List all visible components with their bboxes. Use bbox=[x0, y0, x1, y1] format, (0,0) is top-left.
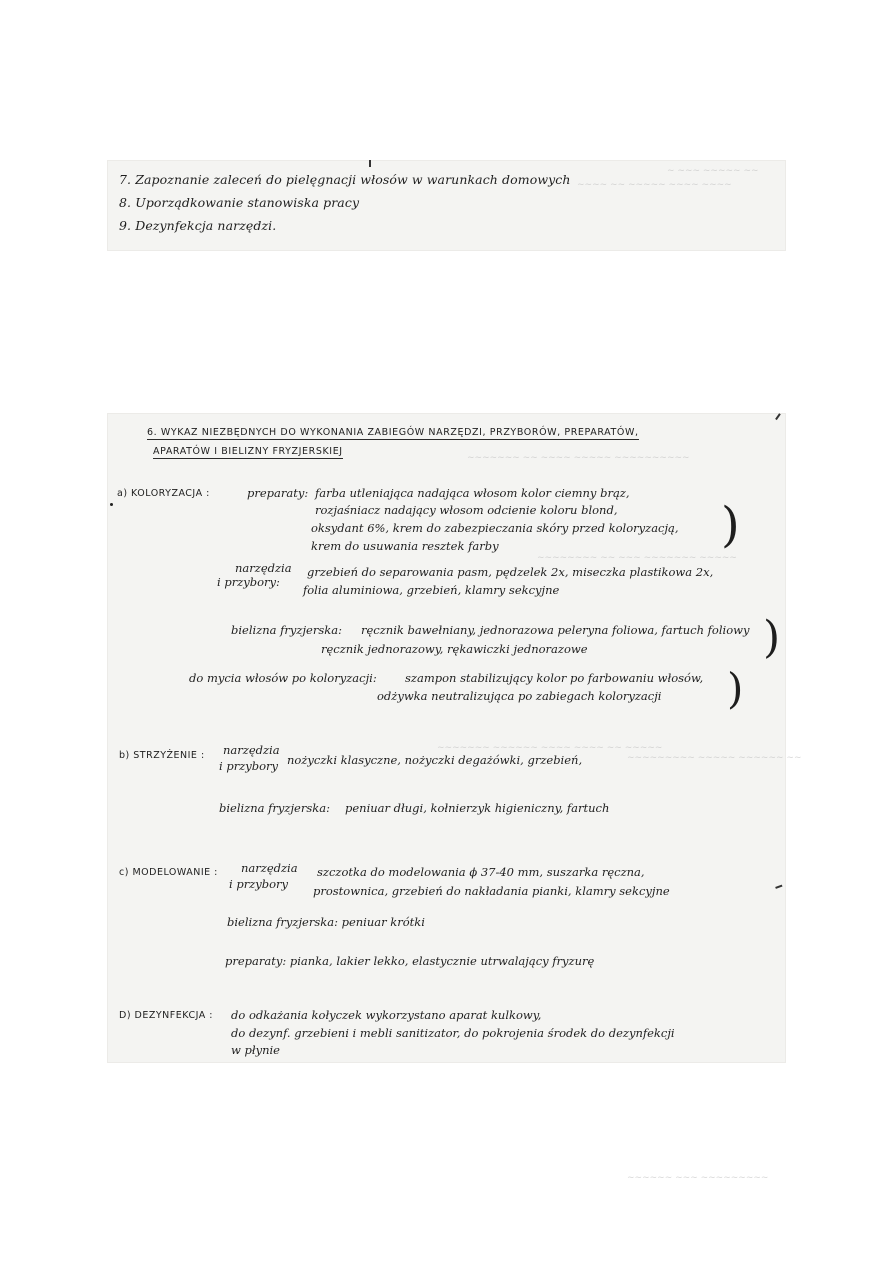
pen-mark bbox=[775, 413, 780, 420]
list-item-9: 9. Dezynfekcja narzędzi. bbox=[119, 218, 277, 233]
margin-dot bbox=[110, 503, 113, 506]
preparaty-line: oksydant 6%, krem do zabezpieczania skóry przed koloryzacją, bbox=[311, 521, 679, 535]
closing-paren: ) bbox=[763, 612, 781, 663]
bielizna-line: ręcznik bawełniany, jednorazowa peleryna foliowa, fartuch foliowy bbox=[361, 623, 750, 637]
narzedzia-line: szczotka do modelowania ϕ 37-40 mm, suszarka ręczna, bbox=[317, 865, 645, 879]
preparaty-label: preparaty: bbox=[247, 486, 309, 500]
narzedzia-line: grzebień do separowania pasm, pędzelek 2x, miseczka plastikowa 2x, bbox=[307, 565, 714, 579]
mycie-line: odżywka neutralizująca po zabiegach koloryzacji bbox=[377, 689, 662, 703]
bleed-through-text: ~~~~~~~ ~~~~~~ ~~~~ ~~~~ ~~ ~~~~~ bbox=[437, 743, 663, 753]
bleed-through-text: ~~~~~~ ~~~ ~~~~~~~~~ bbox=[627, 1173, 769, 1183]
section-a-label: a) KOLORYZACJA : bbox=[117, 488, 210, 499]
preparaty-line: krem do usuwania resztek farby bbox=[311, 539, 499, 553]
list-item-7: 7. Zapoznanie zaleceń do pielęgnacji włosów w warunkach domowych bbox=[119, 172, 571, 187]
list-item-8: 8. Uporządkowanie stanowiska pracy bbox=[119, 195, 360, 210]
section-heading-cont bbox=[153, 446, 343, 457]
bielizna-label: bielizna fryzjerska: bbox=[219, 801, 330, 815]
narzedzia-line: nożyczki klasyczne, nożyczki degażówki, grzebień, bbox=[287, 753, 583, 767]
heading-line-2: APARATÓW I BIELIZNY FRYZJERSKIEJ bbox=[153, 446, 343, 457]
section-c-label: c) MODELOWANIE : bbox=[119, 867, 218, 878]
bleed-through-text: ~ ~~~ ~~~~~ ~~ bbox=[667, 166, 759, 176]
dezynfekcja-line: do odkażania kołyczek wykorzystano aparat kulkowy, bbox=[231, 1008, 542, 1022]
bleed-through-text: ~~~~~~~ ~~ ~~~~ ~~~~~ ~~~~~~~~~~ bbox=[467, 453, 690, 463]
section-b-label: b) STRZYŻENIE : bbox=[119, 750, 205, 761]
mycie-line: szampon stabilizujący kolor po farbowaniu włosów, bbox=[405, 671, 704, 685]
bleed-through-text: ~~~~~~~~~ ~~~~~ ~~~~~~ ~~ bbox=[627, 753, 802, 763]
bielizna-line: ręcznik jednorazowy, rękawiczki jednorazowe bbox=[321, 642, 588, 656]
mycie-label: do mycia włosów po koloryzacji: bbox=[189, 671, 377, 685]
narzedzia-line: prostownica, grzebień do nakładania pianki, klamry sekcyjne bbox=[313, 884, 670, 898]
przybory-label: i przybory: bbox=[217, 575, 280, 589]
section-d-label: D) DEZYNFEKCJA : bbox=[119, 1010, 213, 1021]
narzedzia-label: narzędzia bbox=[223, 743, 280, 757]
narzedzia-line: folia aluminiowa, grzebień, klamry sekcyjne bbox=[303, 583, 560, 597]
section-heading bbox=[147, 427, 639, 438]
scan-fragment-main bbox=[107, 413, 802, 1183]
przybory-label: i przybory bbox=[219, 759, 279, 773]
closing-paren: ) bbox=[721, 497, 740, 553]
bielizna-label: bielizna fryzjerska: bbox=[231, 623, 342, 637]
pen-mark bbox=[369, 160, 371, 167]
bleed-through-text: ~~~~~~~~ ~~ ~~~ ~~~~~~~ ~~~~~ bbox=[537, 553, 737, 563]
pen-mark bbox=[775, 885, 782, 889]
bleed-through-text: ~~~~ ~~ ~~~~~ ~~~~ ~~~~ bbox=[577, 180, 732, 190]
dezynfekcja-line: w płynie bbox=[231, 1043, 280, 1057]
preparaty-line: farba utleniająca nadająca włosom kolor ciemny brąz, bbox=[315, 486, 630, 500]
narzedzia-label: narzędzia bbox=[241, 861, 298, 875]
dezynfekcja-line: do dezynf. grzebieni i mebli sanitizator, do pokrojenia środek do dezynfekcji bbox=[231, 1026, 675, 1040]
closing-paren: ) bbox=[727, 664, 744, 713]
scan-fragment-top bbox=[107, 160, 786, 251]
bielizna-line: peniuar długi, kołnierzyk higieniczny, fartuch bbox=[345, 801, 610, 815]
narzedzia-label: narzędzia bbox=[235, 561, 292, 575]
preparaty-line: rozjaśniacz nadający włosom odcienie koloru blond, bbox=[315, 503, 618, 517]
przybory-label: i przybory bbox=[229, 877, 289, 891]
bielizna-line: bielizna fryzjerska: peniuar krótki bbox=[227, 915, 425, 929]
heading-line-1: 6. WYKAZ NIEZBĘDNYCH DO WYKONANIA ZABIEGÓW NARZĘDZI, PRZYBORÓW, PREPARATÓW, bbox=[147, 427, 639, 438]
preparaty-line: preparaty: pianka, lakier lekko, elastycznie utrwalający fryzurę bbox=[225, 954, 595, 968]
